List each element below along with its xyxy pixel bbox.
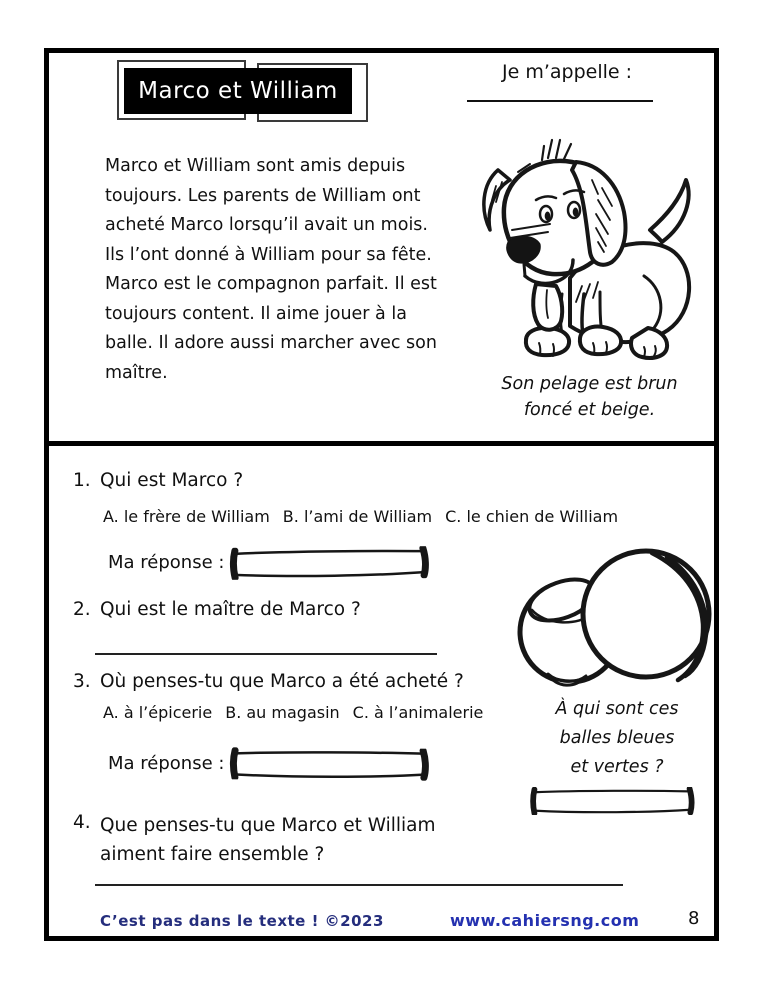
name-input-line[interactable] — [467, 100, 653, 102]
balls-caption-line-1: À qui sont ces — [555, 699, 679, 719]
question-2 — [73, 599, 361, 620]
question-3-options — [103, 703, 483, 722]
question-4-line-1: Que penses-tu que Marco et William — [100, 815, 436, 836]
question-2-number: 2. — [73, 599, 91, 620]
answer-2-line[interactable] — [95, 653, 437, 655]
option-1b: B. l’ami de William — [282, 507, 433, 526]
question-3-text: Où penses-tu que Marco a été acheté ? — [100, 671, 464, 692]
footer-website-link[interactable]: www.cahiersng.com — [450, 911, 640, 930]
reading-paragraph: Marco et William sont amis depuis toujours. Les parents de William ont acheté Marco lorsqu’il avait un mois. Ils l’ont donné à William pour sa fête. Marco est le compagnon parfait. Il est toujours content. Il aime jouer à la balle. Il adore aussi marcher avec son maître. — [105, 156, 437, 383]
page-number: 8 — [688, 908, 700, 929]
dog-caption-line-2: foncé et beige. — [523, 400, 656, 420]
question-4-line-2: aiment faire ensemble ? — [100, 843, 325, 865]
dog-illustration — [452, 128, 714, 373]
option-1a: A. le frère de William — [103, 507, 270, 526]
option-3b: B. au magasin — [225, 703, 340, 722]
question-2-text: Qui est le maître de Marco ? — [100, 599, 361, 620]
balls-caption — [518, 695, 716, 782]
title-banner — [124, 68, 352, 114]
balls-caption-line-2: balles bleues — [559, 728, 675, 748]
balls-caption-line-3: et vertes ? — [570, 757, 664, 777]
answer-3-label: Ma réponse : — [108, 753, 225, 774]
page-title: Marco et William — [138, 78, 338, 104]
footer-credit: C’est pas dans le texte ! ©2023 — [100, 912, 384, 930]
balls-illustration — [506, 544, 716, 694]
question-3 — [73, 671, 464, 692]
balls-answer-box[interactable] — [527, 787, 697, 815]
option-3c: C. à l’animalerie — [352, 703, 484, 722]
dog-caption-line-1: Son pelage est brun — [501, 374, 678, 394]
question-1 — [73, 470, 243, 491]
question-3-number: 3. — [73, 671, 91, 692]
question-1-options — [103, 507, 618, 526]
name-prompt-label: Je m’appelle : — [502, 61, 633, 83]
option-3a: A. à l’épicerie — [103, 703, 213, 722]
question-4-number: 4. — [73, 812, 91, 833]
option-1c: C. le chien de William — [445, 507, 619, 526]
question-1-number: 1. — [73, 470, 91, 491]
answer-1-label: Ma réponse : — [108, 552, 225, 573]
question-4 — [73, 812, 436, 869]
answer-4-line[interactable] — [95, 884, 623, 886]
dog-caption — [462, 371, 717, 423]
question-1-text: Qui est Marco ? — [100, 470, 244, 491]
section-divider — [44, 441, 719, 446]
answer-3-box[interactable] — [226, 747, 432, 780]
answer-1-box[interactable] — [226, 546, 432, 580]
question-4-text — [100, 812, 436, 869]
